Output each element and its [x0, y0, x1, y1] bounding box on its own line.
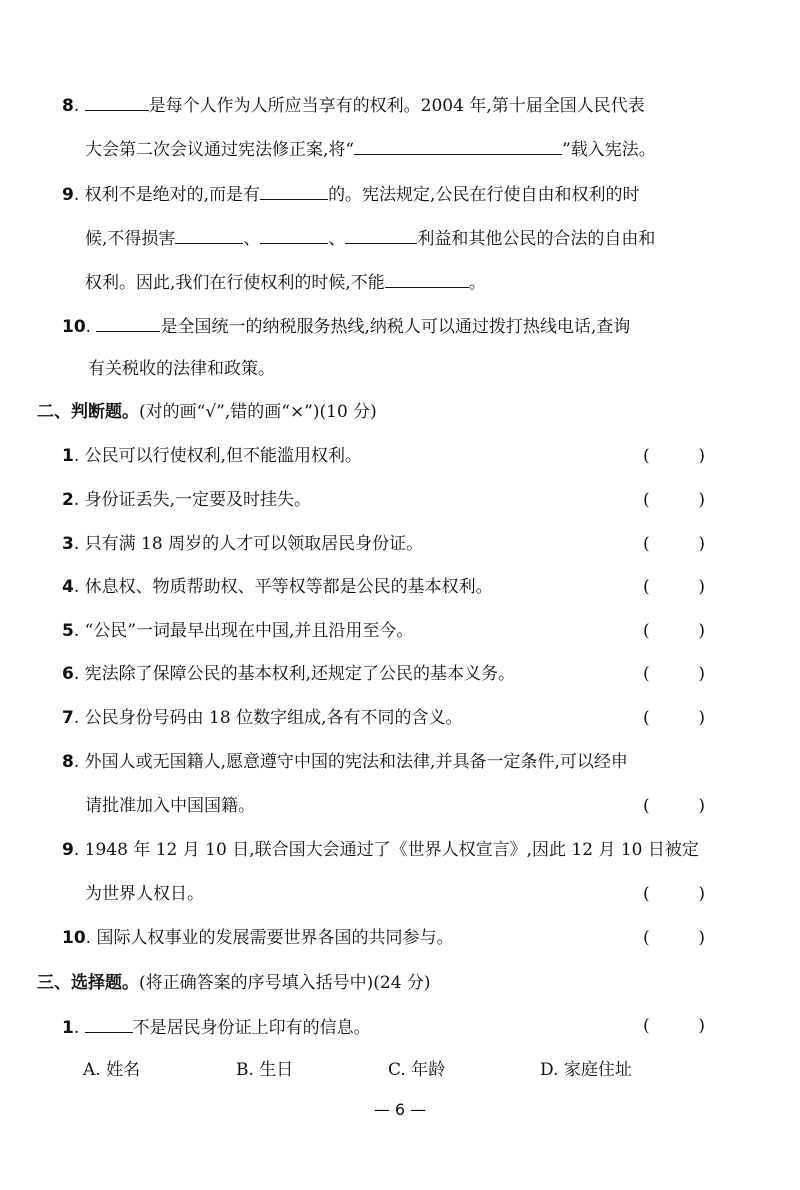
- section2-title: 二、判断题。: [37, 402, 139, 422]
- judgment-answer-paren[interactable]: ( ): [643, 446, 705, 466]
- q10-blank-1[interactable]: [96, 313, 160, 332]
- judgment-answer-paren[interactable]: ( ): [643, 708, 705, 728]
- option-d: D. 家庭住址: [540, 1060, 632, 1080]
- judgment-item-number: 8: [62, 752, 74, 772]
- judgment-item-text-continued: 请批准加入中国国籍。: [85, 796, 255, 816]
- judgment-answer-paren[interactable]: ( ): [643, 621, 705, 641]
- choice-q1: 1. 不是居民身份证上印有的信息。: [62, 1014, 371, 1040]
- judgment-item-text: . 休息权、物质帮助权、平等权等都是公民的基本权利。: [73, 577, 493, 597]
- section2-instruction: (对的画“√”,错的画“×”)(10 分): [139, 402, 377, 422]
- judgment-item-text: . 身份证丢失,一定要及时挂失。: [73, 490, 312, 510]
- judgment-item-text: . 宪法除了保障公民的基本权利,还规定了公民的基本义务。: [73, 664, 516, 684]
- judgment-answer-paren[interactable]: ( ): [643, 534, 705, 554]
- section3-title: 三、选择题。: [37, 973, 139, 993]
- judgment-item: [62, 750, 628, 774]
- q9-line3: 权利。因此,我们在行使权利的时候,不能 。: [85, 269, 486, 295]
- judgment-item-text-continued: 为世界人权日。: [85, 884, 204, 904]
- q10-line1: 10. 是全国统一的纳税服务热线,纳税人可以通过拨打热线电话,查询: [62, 313, 630, 339]
- option-c: C. 年龄: [388, 1060, 446, 1080]
- judgment-item-text: . 外国人或无国籍人,愿意遵守中国的宪法和法律,并具备一定条件,可以经申: [73, 752, 628, 772]
- judgment-answer-paren[interactable]: ( ): [643, 884, 705, 904]
- judgment-item: [62, 488, 311, 512]
- judgment-item-number: 5: [62, 621, 74, 641]
- choice-q1-blank[interactable]: [85, 1014, 133, 1033]
- judgment-item: [62, 619, 413, 643]
- judgment-item: [62, 532, 423, 556]
- q9-line2: 候,不得损害 、 、 利益和其他公民的合法的自由和: [85, 225, 655, 251]
- judgment-item-number: 7: [62, 708, 74, 728]
- q9-blank-4[interactable]: [345, 225, 417, 244]
- judgment-answer-paren[interactable]: ( ): [643, 664, 705, 684]
- section2-heading: [37, 400, 377, 424]
- q9-line1: 9. 权利不是绝对的,而是有 的。宪法规定,公民在行使自由和权利的时: [62, 181, 639, 207]
- q9-blank-2[interactable]: [175, 225, 243, 244]
- judgment-item-text: . “公民”一词最早出现在中国,并且沿用至今。: [73, 621, 414, 641]
- judgment-item: [62, 575, 493, 599]
- page-number: — 6 —: [373, 1100, 427, 1119]
- judgment-item: [62, 444, 362, 468]
- option-b: B. 生日: [236, 1060, 294, 1080]
- q8-number: 8: [62, 96, 74, 116]
- q9-number: 9: [62, 185, 74, 205]
- judgment-item: [62, 662, 515, 686]
- q8-line1: 8. 是每个人作为人所应当享有的权利。2004 年,第十届全国人民代表: [62, 92, 645, 118]
- q9-blank-3[interactable]: [260, 225, 328, 244]
- judgment-answer-paren[interactable]: ( ): [643, 490, 705, 510]
- q9-blank-1[interactable]: [260, 181, 328, 200]
- judgment-item-text: . 公民可以行使权利,但不能滥用权利。: [73, 446, 363, 466]
- judgment-item: [62, 838, 699, 862]
- judgment-item-number: 9: [62, 840, 74, 860]
- q8-line2: 大会第二次会议通过宪法修正案,将“ ”载入宪法。: [85, 136, 656, 162]
- judgment-item-number: 2: [62, 490, 74, 510]
- q8-blank-2[interactable]: [354, 136, 562, 155]
- judgment-item: [62, 926, 453, 950]
- q10-number: 10: [62, 317, 86, 337]
- judgment-item-text: . 1948 年 12 月 10 日,联合国大会通过了《世界人权宣言》,因此 12 月 10 日被定: [73, 840, 699, 860]
- judgment-item-text: . 只有满 18 周岁的人才可以领取居民身份证。: [73, 534, 424, 554]
- judgment-item: [62, 706, 463, 730]
- judgment-item-text: . 国际人权事业的发展需要世界各国的共同参与。: [85, 928, 454, 948]
- judgment-item-number: 10: [62, 928, 86, 948]
- choice-q1-number: 1: [62, 1018, 74, 1038]
- section3-heading: [37, 971, 431, 995]
- judgment-item-text: . 公民身份号码由 18 位数字组成,各有不同的含义。: [73, 708, 463, 728]
- judgment-item-number: 6: [62, 664, 74, 684]
- judgment-answer-paren[interactable]: ( ): [643, 577, 705, 597]
- option-a: A. 姓名: [83, 1060, 141, 1080]
- q8-blank-1[interactable]: [85, 92, 149, 111]
- judgment-item-number: 1: [62, 446, 74, 466]
- q10-line2: 有关税收的法律和政策。: [88, 359, 275, 379]
- judgment-item-number: 4: [62, 577, 74, 597]
- q9-blank-5[interactable]: [385, 269, 469, 288]
- judgment-answer-paren[interactable]: ( ): [643, 796, 705, 816]
- choice-q1-answer-paren[interactable]: ( ): [643, 1016, 705, 1036]
- judgment-answer-paren[interactable]: ( ): [643, 928, 705, 948]
- judgment-item-number: 3: [62, 534, 74, 554]
- section3-instruction: (将正确答案的序号填入括号中)(24 分): [139, 973, 431, 993]
